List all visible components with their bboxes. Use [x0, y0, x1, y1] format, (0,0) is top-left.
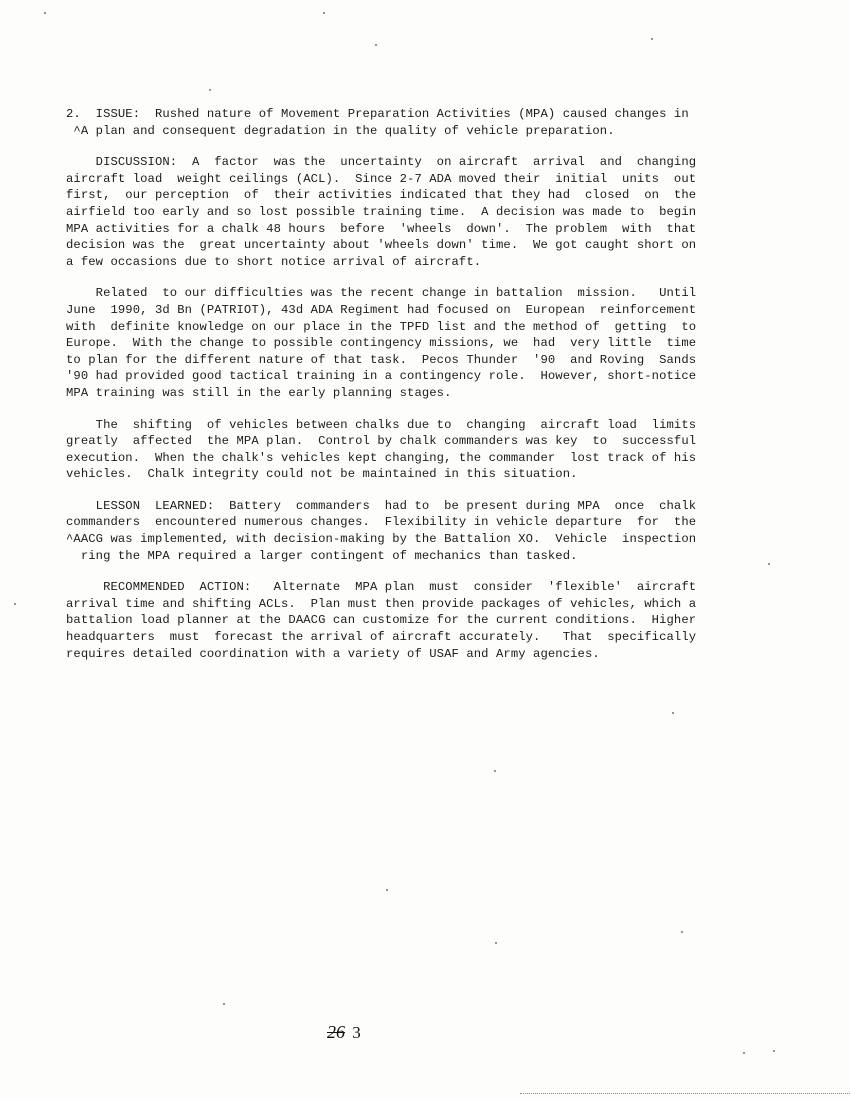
text-line: MPA training was still in the early planning stages.: [66, 385, 452, 400]
text-line: June 1990, 3d Bn (PATRIOT), 43d ADA Regiment had focused on European reinforcement: [66, 302, 697, 317]
text-line: MPA activities for a chalk 48 hours before 'wheels down'. The problem with that: [66, 221, 697, 236]
text-line: ring the MPA required a larger contingent of mechanics than tasked.: [66, 548, 578, 563]
text-line: requires detailed coordination with a variety of USAF and Army agencies.: [66, 646, 600, 661]
scan-speck: [651, 38, 653, 40]
text-line: Europe. With the change to possible contingency missions, we had very little time: [66, 336, 697, 351]
scan-speck: [223, 1003, 225, 1005]
scan-speck: [681, 931, 683, 933]
text-line: aircraft load weight ceilings (ACL). Since 2-7 ADA moved their initial units out: [66, 171, 697, 186]
scan-speck: [44, 12, 46, 14]
text-line: airfield too early and so lost possible training time. A decision was made to begin: [66, 204, 697, 219]
scan-speck: [323, 12, 325, 14]
text-line: 2. ISSUE: Rushed nature of Movement Preparation Activities (MPA) caused changes in: [66, 107, 689, 121]
paragraph-issue: [66, 106, 786, 139]
text-line: decision was the great uncertainty about 'wheels down' time. We got caught short on: [66, 238, 697, 253]
text-line: '90 had provided good tactical training in a contingency role. However, short-notice: [66, 369, 697, 384]
handwritten-page-number: 26: [327, 1022, 345, 1042]
typed-page-number: 3: [352, 1023, 361, 1042]
text-line: RECOMMENDED ACTION: Alternate MPA plan must consider 'flexible' aircraft: [66, 580, 697, 595]
scan-speck: [494, 770, 496, 772]
text-line: with definite knowledge on our place in the TPFD list and the method of getting to: [66, 319, 697, 334]
scan-speck: [386, 889, 388, 891]
text-line: vehicles. Chalk integrity could not be maintained in this situation.: [66, 467, 578, 482]
text-line: commanders encountered numerous changes. Flexibility in vehicle departure for the: [66, 515, 697, 530]
scan-speck: [773, 1050, 775, 1052]
text-line: execution. When the chalk's vehicles kept changing, the commander lost track of his: [66, 450, 697, 465]
text-line: LESSON LEARNED: Battery commanders had to be present during MPA once chalk: [66, 498, 697, 513]
paragraph-shifting: [66, 417, 786, 483]
scan-speck: [209, 89, 211, 91]
text-line: arrival time and shifting ACLs. Plan must then provide packages of vehicles, which a: [66, 596, 697, 611]
scan-speck: [768, 563, 770, 565]
text-line: greatly affected the MPA plan. Control by chalk commanders was key to successful: [66, 434, 697, 449]
page-number: [327, 1022, 361, 1043]
scan-speck: [375, 44, 377, 46]
bottom-rule: [520, 1093, 850, 1094]
text-line: headquarters must forecast the arrival of aircraft accurately. That specifically: [66, 630, 697, 645]
text-line: to plan for the different nature of that task. Pecos Thunder '90 and Roving Sands: [66, 352, 697, 367]
text-line: The shifting of vehicles between chalks due to changing aircraft load limits: [66, 417, 697, 432]
scan-speck: [14, 603, 16, 605]
text-line: Related to our difficulties was the recent change in battalion mission. Until: [66, 286, 697, 301]
paragraph-lesson-learned: [66, 498, 786, 564]
text-line: a few occasions due to short notice arrival of aircraft.: [66, 254, 482, 269]
document-body: [66, 106, 786, 677]
scan-speck: [743, 1052, 745, 1054]
text-line: ^AACG was implemented, with decision-making by the Battalion XO. Vehicle inspection: [66, 532, 697, 547]
scan-speck: [672, 712, 674, 714]
paragraph-discussion: [66, 154, 786, 270]
paragraph-related: [66, 285, 786, 401]
text-line: battalion load planner at the DAACG can customize for the current conditions. Higher: [66, 613, 697, 628]
text-line: first, our perception of their activities indicated that they had closed on the: [66, 188, 697, 203]
text-line: ^A plan and consequent degradation in the quality of vehicle preparation.: [66, 123, 615, 138]
paragraph-recommended-action: [66, 579, 786, 662]
text-line: DISCUSSION: A factor was the uncertainty on aircraft arrival and changing: [66, 155, 697, 170]
scan-speck: [495, 942, 497, 944]
